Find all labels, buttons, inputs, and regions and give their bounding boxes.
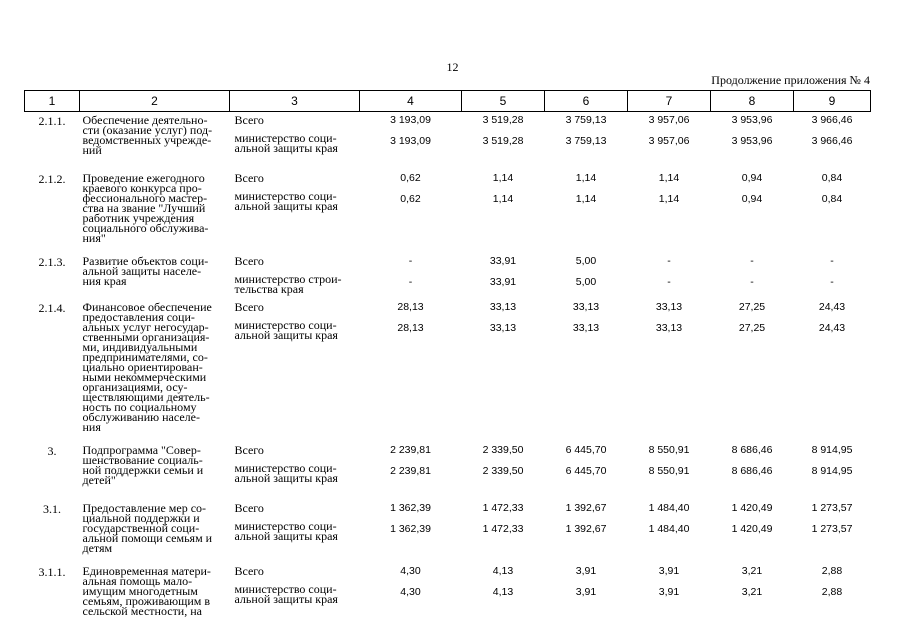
amount-value: 33,13 xyxy=(572,322,600,334)
measure-name-line: ными некоммерческими xyxy=(82,370,207,384)
funding-source-item xyxy=(235,173,360,183)
year-value-cell xyxy=(794,253,871,299)
measure-name xyxy=(80,563,230,616)
amount-value: 1 362,39 xyxy=(390,502,431,514)
amount-value: 24,43 xyxy=(818,301,846,313)
amount-value: 0,94 xyxy=(741,193,763,205)
funding-source-item xyxy=(235,521,360,541)
amount-value: 0,62 xyxy=(400,172,421,184)
amount-value: 1 392,67 xyxy=(565,502,607,514)
amount-value: 2 339,50 xyxy=(482,465,524,477)
amount-value: 2 239,81 xyxy=(390,444,431,456)
amount-value: 3 953,96 xyxy=(731,135,773,147)
measure-name-line: циальной поддержки и xyxy=(82,511,200,525)
amount-value: 33,13 xyxy=(489,322,517,334)
amount-value: - xyxy=(830,255,834,267)
funding-source-line: альной защиты края xyxy=(234,529,338,543)
year-value-cell xyxy=(711,442,794,500)
row-number: 2.1.2. xyxy=(38,172,66,186)
measure-name-line: Предоставление мер со- xyxy=(82,501,207,515)
measure-name-line: альной помощи семьям и xyxy=(82,531,213,545)
amount-value: 1 484,40 xyxy=(648,523,690,535)
funding-source xyxy=(230,112,360,171)
amount-value: 3,21 xyxy=(741,586,763,598)
column-header: 1 xyxy=(25,91,80,112)
amount-value: 2 239,81 xyxy=(390,465,431,477)
funding-source-line: министерство соци- xyxy=(234,189,337,203)
amount-value: 2,88 xyxy=(821,565,843,577)
measure-name-line: Подпрограмма "Совер- xyxy=(82,443,201,457)
column-header: 7 xyxy=(628,91,711,112)
year-value-cell xyxy=(711,563,794,616)
amount-value: 5,00 xyxy=(575,276,597,288)
page-number: 12 xyxy=(446,60,459,74)
funding-source-line: альной защиты края xyxy=(234,471,338,485)
amount-value: 4,30 xyxy=(400,586,421,598)
year-value-cell xyxy=(462,170,545,253)
funding-source-line: министерство соци- xyxy=(234,131,337,145)
amount-value: 5,00 xyxy=(575,255,597,267)
measure-name-line: ний xyxy=(82,143,102,157)
amount-value: - xyxy=(750,255,754,267)
year-value-cell xyxy=(462,112,545,171)
measure-name xyxy=(80,299,230,442)
funding-source-item xyxy=(235,463,360,483)
amount-value: 1,14 xyxy=(658,193,680,205)
funding-source-line: министерство строи- xyxy=(234,272,342,286)
funding-source xyxy=(230,563,360,616)
amount-value: 0,62 xyxy=(400,193,421,205)
amount-value: 3 957,06 xyxy=(648,114,690,126)
measure-name-line: ния" xyxy=(82,231,106,245)
amount-value: 33,13 xyxy=(655,322,683,334)
amount-value: 6 445,70 xyxy=(565,465,607,477)
amount-value: 1 273,57 xyxy=(811,502,853,514)
amount-value: 1 392,67 xyxy=(565,523,607,535)
measure-name-line: шенствование социаль- xyxy=(82,453,203,467)
measure-name xyxy=(80,253,230,299)
amount-value: 33,91 xyxy=(489,276,517,288)
year-value-cell xyxy=(711,253,794,299)
year-value-cell xyxy=(360,299,462,442)
year-value-cell xyxy=(794,112,871,171)
amount-value: 3 957,06 xyxy=(648,135,690,147)
amount-value: 1 420,49 xyxy=(731,523,773,535)
funding-source-item xyxy=(235,256,360,266)
table-row xyxy=(25,170,871,253)
amount-value: 1 484,40 xyxy=(648,502,690,514)
year-value-cell xyxy=(711,170,794,253)
table-row xyxy=(25,299,871,442)
year-value-cell xyxy=(711,299,794,442)
funding-source-line: Всего xyxy=(234,443,264,457)
amount-value: 8 914,95 xyxy=(811,444,853,456)
funding-source-line: министерство соци- xyxy=(234,519,337,533)
funding-source-line: Всего xyxy=(234,300,264,314)
measure-name-line: ственными организация- xyxy=(82,330,210,344)
measure-name-line: Единовременная матери- xyxy=(82,564,211,578)
funding-source xyxy=(230,442,360,500)
measure-name-line: сти (оказание услуг) под- xyxy=(82,123,213,137)
year-value-cell xyxy=(545,253,628,299)
measure-name-line: Развитие объектов соци- xyxy=(82,254,209,268)
amount-value: - xyxy=(750,276,754,288)
amount-value: 24,43 xyxy=(818,322,846,334)
funding-source-item xyxy=(235,191,360,211)
funding-source-item xyxy=(235,133,360,153)
funding-source-line: министерство соци- xyxy=(234,318,337,332)
measure-name xyxy=(80,500,230,563)
column-header: 8 xyxy=(711,91,794,112)
measure-name-line: предоставления соци- xyxy=(82,310,195,324)
table-row xyxy=(25,253,871,299)
amount-value: 3 966,46 xyxy=(811,114,853,126)
year-value-cell xyxy=(462,442,545,500)
measure-name-line: краевого конкурса про- xyxy=(82,181,202,195)
amount-value: 4,13 xyxy=(492,565,514,577)
year-value-cell xyxy=(628,299,711,442)
amount-value: 33,13 xyxy=(572,301,600,313)
year-value-cell xyxy=(794,563,871,616)
row-number: 3.1. xyxy=(43,502,61,516)
measure-name-line: работник учреждения xyxy=(82,211,195,225)
funding-source-item xyxy=(235,302,360,312)
funding-source-line: Всего xyxy=(234,564,264,578)
measure-name-line: Проведение ежегодного xyxy=(82,171,205,185)
year-value-cell xyxy=(794,442,871,500)
amount-value: 33,91 xyxy=(489,255,517,267)
year-value-cell xyxy=(360,170,462,253)
amount-value: 3 759,13 xyxy=(565,114,607,126)
year-value-cell xyxy=(628,253,711,299)
year-value-cell xyxy=(545,563,628,616)
amount-value: 3 193,09 xyxy=(390,135,431,147)
funding-source-item xyxy=(235,445,360,455)
row-number: 2.1.3. xyxy=(38,255,66,269)
measure-name-line: альная помощь мало- xyxy=(82,574,193,588)
amount-value: 1,14 xyxy=(575,193,597,205)
table-row xyxy=(25,112,871,171)
measure-name-line: альной защиты населе- xyxy=(82,264,202,278)
measure-name xyxy=(80,112,230,171)
amount-value: 3,91 xyxy=(658,586,680,598)
measure-name-line: ми, индивидуальными xyxy=(82,340,198,354)
funding-source-item xyxy=(235,115,360,125)
measure-name xyxy=(80,442,230,500)
measure-name-line: сельской местности, на xyxy=(82,604,202,618)
funding-source-line: альной защиты края xyxy=(234,592,338,606)
column-header: 2 xyxy=(80,91,230,112)
amount-value: 3 966,46 xyxy=(811,135,853,147)
funding-source-line: альной защиты края xyxy=(234,141,338,155)
year-value-cell xyxy=(462,500,545,563)
amount-value: 8 686,46 xyxy=(731,444,773,456)
year-value-cell xyxy=(628,170,711,253)
amount-value: 27,25 xyxy=(738,301,766,313)
year-value-cell xyxy=(711,112,794,171)
funding-source-line: министерство соци- xyxy=(234,461,337,475)
amount-value: 8 914,95 xyxy=(811,465,853,477)
table-row xyxy=(25,563,871,616)
amount-value: 3 519,28 xyxy=(482,114,524,126)
year-value-cell xyxy=(360,442,462,500)
column-header: 4 xyxy=(360,91,462,112)
funding-source-line: альной защиты края xyxy=(234,199,338,213)
column-number-row xyxy=(25,91,871,112)
amount-value: 28,13 xyxy=(397,322,424,334)
amount-value: 1 472,33 xyxy=(482,502,524,514)
amount-value: 1 472,33 xyxy=(482,523,524,535)
year-value-cell xyxy=(360,112,462,171)
amount-value: 3,21 xyxy=(741,565,763,577)
amount-value: - xyxy=(408,276,413,288)
amount-value: 8 686,46 xyxy=(731,465,773,477)
year-value-cell xyxy=(794,170,871,253)
year-value-cell xyxy=(545,112,628,171)
year-value-cell xyxy=(360,563,462,616)
row-number: 2.1.4. xyxy=(38,301,66,315)
measure-name xyxy=(80,170,230,253)
amount-value: - xyxy=(408,255,413,267)
amount-value: 1 362,39 xyxy=(390,523,431,535)
amount-value: 3 759,13 xyxy=(565,135,607,147)
funding-source-line: альной защиты края xyxy=(234,328,338,342)
measure-name-line: детей" xyxy=(82,473,116,487)
amount-value: 4,13 xyxy=(492,586,514,598)
measure-name-line: ния xyxy=(82,420,101,434)
amount-value: 1,14 xyxy=(575,172,597,184)
amount-value: 33,13 xyxy=(655,301,683,313)
budget-table xyxy=(24,90,871,616)
appendix-note: Продолжение приложения № 4 xyxy=(711,73,870,87)
funding-source xyxy=(230,299,360,442)
amount-value: 3 193,09 xyxy=(390,114,431,126)
amount-value: 6 445,70 xyxy=(565,444,607,456)
row-number: 3. xyxy=(47,444,57,458)
amount-value: 0,94 xyxy=(741,172,763,184)
funding-source-line: Всего xyxy=(234,501,264,515)
funding-source-item xyxy=(235,320,360,340)
measure-name-line: семьям, проживающим в xyxy=(82,594,211,608)
measure-name-line: альных услуг негосудар- xyxy=(82,320,209,334)
measure-name-line: ность по социальному xyxy=(82,400,197,414)
measure-name-line: ществляющими деятель- xyxy=(82,390,210,404)
funding-source-item xyxy=(235,503,360,513)
amount-value: 2 339,50 xyxy=(482,444,524,456)
amount-value: - xyxy=(667,276,671,288)
row-number: 3.1.1. xyxy=(38,565,66,579)
year-value-cell xyxy=(462,563,545,616)
funding-source-item xyxy=(235,274,360,294)
amount-value: 3,91 xyxy=(575,565,597,577)
funding-source-item xyxy=(235,566,360,576)
amount-value: 8 550,91 xyxy=(648,465,690,477)
measure-name-line: Финансовое обеспечение xyxy=(82,300,212,314)
measure-name-line: предпринимателями, со- xyxy=(82,350,208,364)
year-value-cell xyxy=(360,500,462,563)
amount-value: 4,30 xyxy=(400,565,421,577)
year-value-cell xyxy=(628,500,711,563)
year-value-cell xyxy=(794,299,871,442)
table-row xyxy=(25,442,871,500)
funding-source-line: Всего xyxy=(234,171,264,185)
measure-name-line: обслуживанию населе- xyxy=(82,410,200,424)
column-header: 5 xyxy=(462,91,545,112)
amount-value: 0,84 xyxy=(821,172,843,184)
measure-name-line: детям xyxy=(82,541,113,555)
funding-source-line: министерство соци- xyxy=(234,582,337,596)
measure-name-line: государственной соци- xyxy=(82,521,200,535)
column-header: 6 xyxy=(545,91,628,112)
funding-source xyxy=(230,170,360,253)
year-value-cell xyxy=(545,170,628,253)
funding-source-line: Всего xyxy=(234,113,264,127)
year-value-cell xyxy=(628,442,711,500)
funding-source xyxy=(230,253,360,299)
year-value-cell xyxy=(628,112,711,171)
measure-name-line: ства на звание "Лучший xyxy=(82,201,206,215)
amount-value: 2,88 xyxy=(821,586,843,598)
measure-name-line: социального обслужива- xyxy=(82,221,209,235)
measure-name-line: ной поддержки семьи и xyxy=(82,463,204,477)
funding-source-item xyxy=(235,584,360,604)
year-value-cell xyxy=(794,500,871,563)
measure-name-line: имущим многодетным xyxy=(82,584,198,598)
funding-source xyxy=(230,500,360,563)
amount-value: 3 519,28 xyxy=(482,135,524,147)
amount-value: 3 953,96 xyxy=(731,114,773,126)
amount-value: - xyxy=(667,255,671,267)
amount-value: 1,14 xyxy=(492,172,514,184)
amount-value: 1,14 xyxy=(492,193,514,205)
measure-name-line: циально ориентирован- xyxy=(82,360,203,374)
amount-value: 3,91 xyxy=(658,565,680,577)
year-value-cell xyxy=(711,500,794,563)
amount-value: - xyxy=(830,276,834,288)
amount-value: 1,14 xyxy=(658,172,680,184)
year-value-cell xyxy=(545,299,628,442)
year-value-cell xyxy=(462,253,545,299)
amount-value: 3,91 xyxy=(575,586,597,598)
column-header: 3 xyxy=(230,91,360,112)
funding-source-line: тельства края xyxy=(234,282,304,296)
amount-value: 33,13 xyxy=(489,301,517,313)
year-value-cell xyxy=(545,500,628,563)
amount-value: 1 420,49 xyxy=(731,502,773,514)
row-number: 2.1.1. xyxy=(38,114,66,128)
column-header: 9 xyxy=(794,91,871,112)
year-value-cell xyxy=(545,442,628,500)
measure-name-line: фессионального мастер- xyxy=(82,191,208,205)
year-value-cell xyxy=(628,563,711,616)
measure-name-line: ния края xyxy=(82,274,127,288)
table-row xyxy=(25,500,871,563)
amount-value: 1 273,57 xyxy=(811,523,853,535)
measure-name-line: организациями, осу- xyxy=(82,380,188,394)
amount-value: 0,84 xyxy=(821,193,843,205)
funding-source-line: Всего xyxy=(234,254,264,268)
amount-value: 27,25 xyxy=(738,322,766,334)
amount-value: 8 550,91 xyxy=(648,444,690,456)
measure-name-line: Обеспечение деятельно- xyxy=(82,113,208,127)
measure-name-line: ведомственных учрежде- xyxy=(82,133,212,147)
year-value-cell xyxy=(360,253,462,299)
amount-value: 28,13 xyxy=(397,301,424,313)
year-value-cell xyxy=(462,299,545,442)
